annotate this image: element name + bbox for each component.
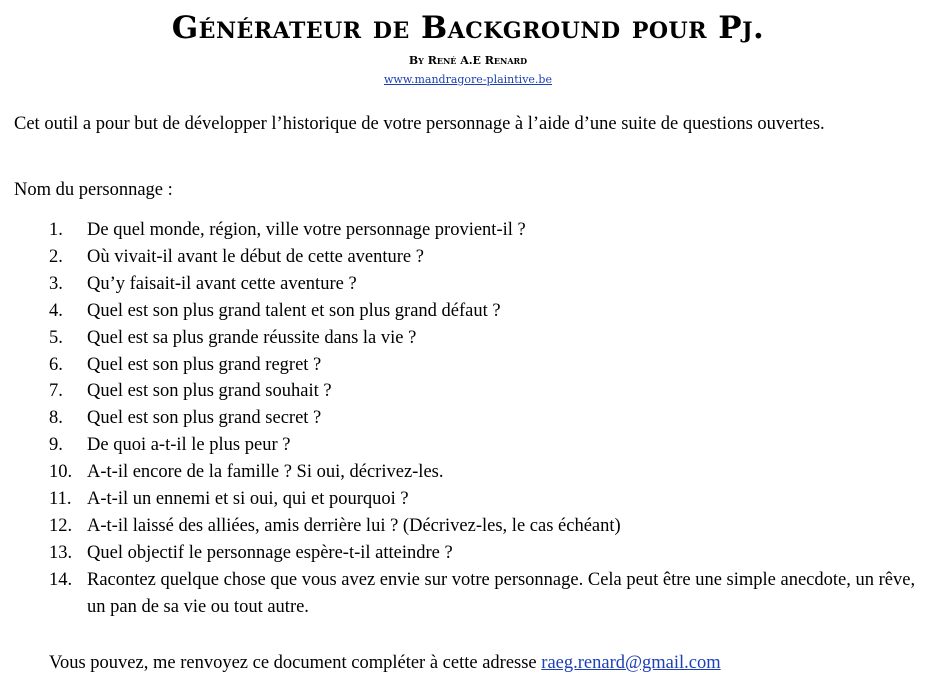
question-text: A-t-il un ennemi et si oui, qui et pourquoi ? [87, 489, 409, 510]
footer-note [49, 650, 721, 676]
question-text: Qu’y faisait-il avant cette aventure ? [87, 273, 357, 294]
question-item [0, 378, 936, 405]
question-item [0, 217, 936, 244]
question-number: 2. [49, 246, 63, 267]
author-byline: By René A.E Renard [408, 54, 528, 67]
question-text: De quel monde, région, ville votre personnage provient-il ? [87, 220, 526, 240]
question-number: 13. [49, 542, 73, 563]
question-text: Quel objectif le personnage espère-t-il atteindre ? [87, 542, 453, 563]
question-item [0, 244, 936, 271]
question-text: Quel est son plus grand regret ? [87, 354, 322, 375]
question-text: Quel est sa plus grande réussite dans la vie ? [87, 327, 417, 348]
question-item [0, 567, 936, 621]
question-number: 8. [49, 408, 63, 429]
question-number: 7. [49, 381, 63, 402]
question-number: 3. [49, 273, 63, 294]
question-item [0, 352, 936, 379]
question-item [0, 325, 936, 352]
page-title: Générateur de Background pour Pj. [171, 10, 765, 46]
question-text: De quoi a-t-il le plus peur ? [87, 435, 291, 456]
question-number: 12. [49, 515, 73, 536]
question-list [0, 217, 936, 621]
question-text: Quel est son plus grand talent et son plus grand défaut ? [87, 300, 501, 321]
question-item [0, 486, 936, 513]
question-number: 5. [49, 327, 63, 348]
question-text: A-t-il laissé des alliées, amis derrière lui ? (Décrivez-les, le cas échéant) [87, 515, 621, 536]
question-number: 11. [49, 489, 72, 510]
question-text: Racontez quelque chose que vous avez envie sur votre personnage. Cela peut être une simple anecdote, un rêve, un pan de sa vie ou tout autre. [87, 569, 916, 617]
question-item [0, 405, 936, 432]
question-item [0, 432, 936, 459]
question-number: 1. [49, 220, 63, 240]
question-number: 10. [49, 462, 73, 483]
question-item [0, 459, 936, 486]
question-text: Où vivait-il avant le début de cette aventure ? [87, 246, 424, 267]
question-text: Quel est son plus grand souhait ? [87, 381, 332, 402]
question-item [0, 271, 936, 298]
question-item [0, 513, 936, 540]
question-item [0, 298, 936, 325]
intro-paragraph: Cet outil a pour but de développer l’historique de votre personnage à l’aide d’une suite de questions ouvertes. [14, 114, 825, 134]
website-link[interactable]: www.mandragore-plaintive.be [384, 73, 552, 86]
question-text: A-t-il encore de la famille ? Si oui, décrivez-les. [87, 462, 444, 483]
question-number: 6. [49, 354, 63, 375]
email-link[interactable]: raeg.renard@gmail.com [541, 653, 721, 673]
question-item [0, 540, 936, 567]
character-name-label: Nom du personnage : [14, 180, 173, 200]
question-text: Quel est son plus grand secret ? [87, 408, 322, 429]
website-line [0, 73, 936, 87]
question-number: 14. [49, 569, 73, 590]
question-number: 9. [49, 435, 63, 456]
question-number: 4. [49, 300, 63, 321]
footer-text: Vous pouvez, me renvoyez ce document compléter à cette adresse [49, 653, 542, 673]
